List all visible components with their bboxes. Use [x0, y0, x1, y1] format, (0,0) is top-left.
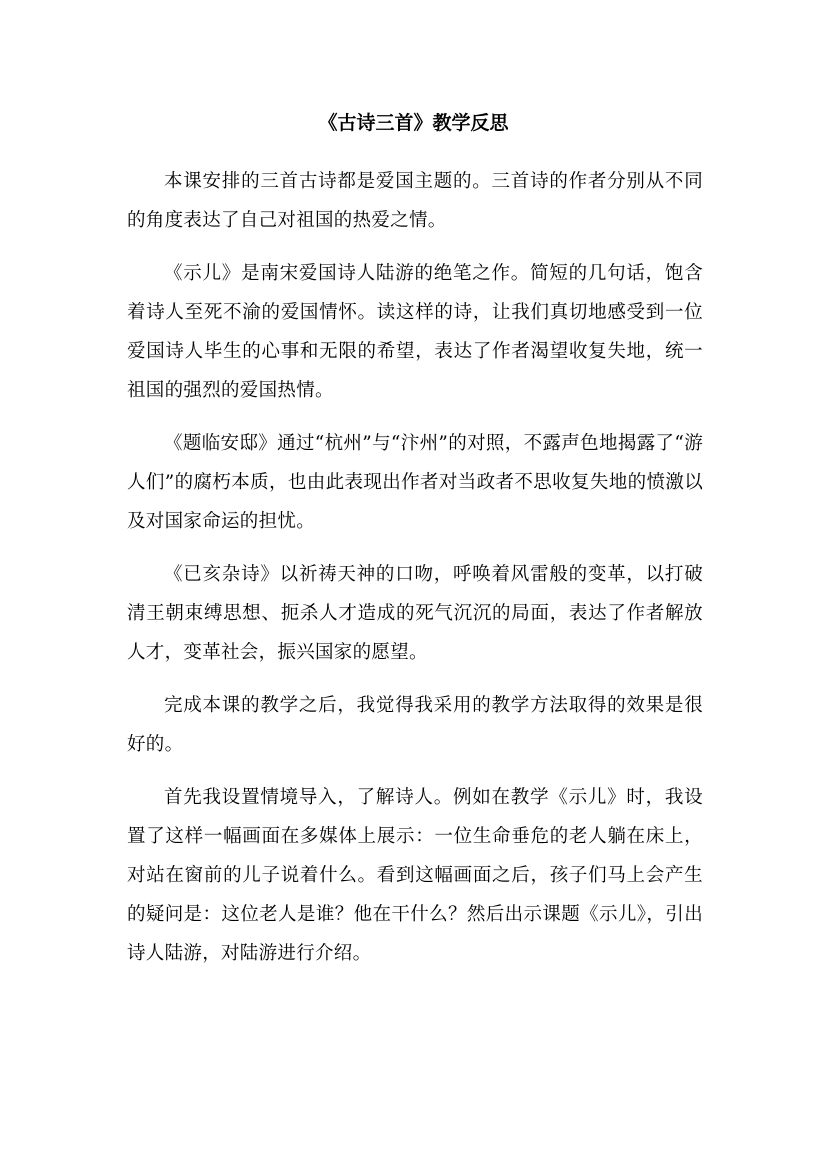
paragraph-method: 首先我设置情境导入，了解诗人。例如在教学《示儿》时，我设置了这样一幅画面在多媒体上展示：一位生命垂危的老人躺在床上，对站在窗前的儿子说着什么。看到这幅画面之后，孩子们马上会产生的疑问是：这位老人是谁？他在干什么？然后出示课题《示儿》，引出诗人陆游，对陆游进行介绍。 [127, 787, 703, 964]
paragraph-yihaizashi: 《已亥杂诗》以祈祷天神的口吻，呼唤着风雷般的变革，以打破清王朝束缚思想、扼杀人才造成的死气沉沉的局面，表达了作者解放人才，变革社会，振兴国家的愿望。 [127, 564, 703, 663]
paragraph-shier: 《示儿》是南宋爱国诗人陆游的绝笔之作。简短的几句话，饱含着诗人至死不渝的爱国情怀。读这样的诗，让我们真切地感受到一位爱国诗人毕生的心事和无限的希望，表达了作者渴望收复失地，统一祖国的强烈的爱国热情。 [127, 263, 703, 401]
paragraph-intro: 本课安排的三首古诗都是爱国主题的。三首诗的作者分别从不同的角度表达了自己对祖国的热爱之情。 [127, 171, 703, 231]
paragraph-tilinandi: 《题临安邸》通过“杭州”与“汴州”的对照，不露声色地揭露了“游人们”的腐朽本质，也由此表现出作者对当政者不思收复失地的愤激以及对国家命运的担忧。 [127, 433, 703, 532]
document-title: 《古诗三首》教学反思 [318, 112, 509, 134]
paragraph-reflection: 完成本课的教学之后，我觉得我采用的教学方法取得的效果是很好的。 [127, 695, 703, 755]
document-body [127, 162, 703, 987]
